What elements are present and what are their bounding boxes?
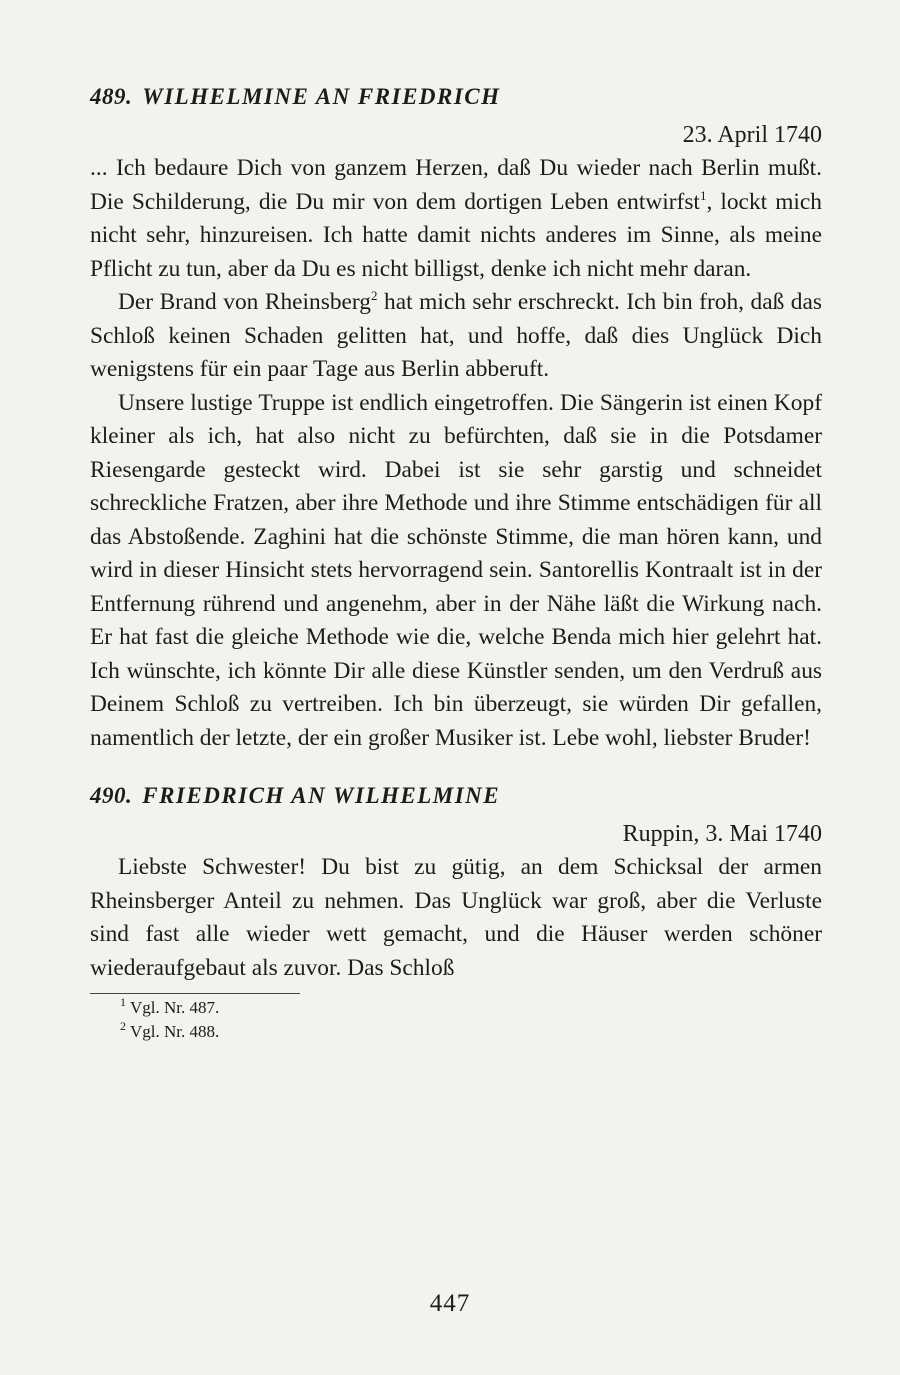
letter-489 bbox=[90, 80, 822, 755]
footnotes bbox=[90, 996, 822, 1044]
letter-dateline: Ruppin, 3. Mai 1740 bbox=[622, 821, 822, 847]
letter-paragraph: Unsere lustige Truppe ist endlich eingetroffen. Die Sängerin ist einen Kopf kleiner als ich, hat also nicht zu befürchten, daß sie in die Potsdamer Riesengarde gesteckt wird. Dabei ist sie sehr garstig und schneidet schreckliche Fratzen, aber ihre Methode und ihre Stimme entschädigen für all das Abstoßende. Zaghini hat die schönste Stimme, die man hören kann, und wird in dieser Hinsicht stets hervorragend sein. Santorellis Kontraalt ist in der Entfernung rührend und angenehm, aber in der Nähe läßt die Wirkung nach. Er hat fast die gleiche Methode wie die, welche Benda mich hier gelehrt hat. Ich wünschte, ich könnte Dir alle diese Künstler senden, um den Verdruß aus Deinem Schloß zu vertreiben. Ich bin überzeugt, sie würden Dir gefallen, namentlich der letzte, der ein großer Musiker ist. Lebe wohl, liebster Bruder! bbox=[90, 389, 822, 751]
page-number: 447 bbox=[429, 1290, 471, 1317]
footnote-text: Vgl. Nr. 488. bbox=[130, 1022, 220, 1041]
footnote bbox=[120, 996, 822, 1020]
paragraph-text: Der Brand von Rheinsberg bbox=[118, 289, 371, 315]
letter-paragraph: Liebste Schwester! Du bist zu gütig, an dem Schicksal der armen Rheinsberger Anteil zu nehmen. Das Unglück war groß, aber die Verluste sind fast alle wieder wett gemacht, und die Häuser werden schöner wiederaufgebaut als zuvor. Das Schloß bbox=[90, 854, 822, 981]
footnote-text: Vgl. Nr. 487. bbox=[130, 998, 220, 1017]
paragraph-text: hat mich sehr erschreckt. Ich bin froh, daß das Schloß keinen Schaden gelitten hat, und hoffe, daß dies Unglück Dich wenigstens für ein paar Tage aus Berlin abberuft. bbox=[90, 289, 822, 382]
paragraph-text: , lockt mich nicht sehr, hinzureisen. Ich hatte damit nichts anderes im Sinne, als meine Pflicht zu tun, aber da Du es nicht billigst, denke ich nicht mehr daran. bbox=[90, 188, 822, 282]
footnote bbox=[120, 1020, 822, 1044]
section-spacer bbox=[90, 755, 822, 779]
letter-490 bbox=[90, 779, 822, 985]
letter-number: 489. bbox=[90, 84, 133, 109]
letter-heading bbox=[90, 779, 822, 813]
letter-heading bbox=[90, 80, 822, 114]
footnote-ref: 1 bbox=[699, 187, 707, 203]
letter-number: 490. bbox=[90, 783, 133, 808]
letter-dateline: 23. April 1740 bbox=[682, 122, 822, 148]
letter-paragraph bbox=[90, 286, 822, 387]
footnote-mark: 1 bbox=[120, 995, 126, 1010]
footnote-ref: 2 bbox=[371, 288, 378, 304]
letter-paragraph bbox=[90, 152, 822, 286]
paragraph-text: ... Ich bedaure Dich von ganzem Herzen, daß Du wieder nach Berlin mußt. Die Schilderung, die Du mir von dem dortigen Leben entwirfst bbox=[90, 155, 822, 215]
letter-title: FRIEDRICH AN WILHELMINE bbox=[142, 783, 501, 808]
book-page bbox=[90, 80, 822, 1044]
footnote-divider bbox=[90, 993, 300, 994]
letter-title: WILHELMINE AN FRIEDRICH bbox=[142, 84, 501, 109]
footnote-mark: 2 bbox=[120, 1019, 126, 1034]
